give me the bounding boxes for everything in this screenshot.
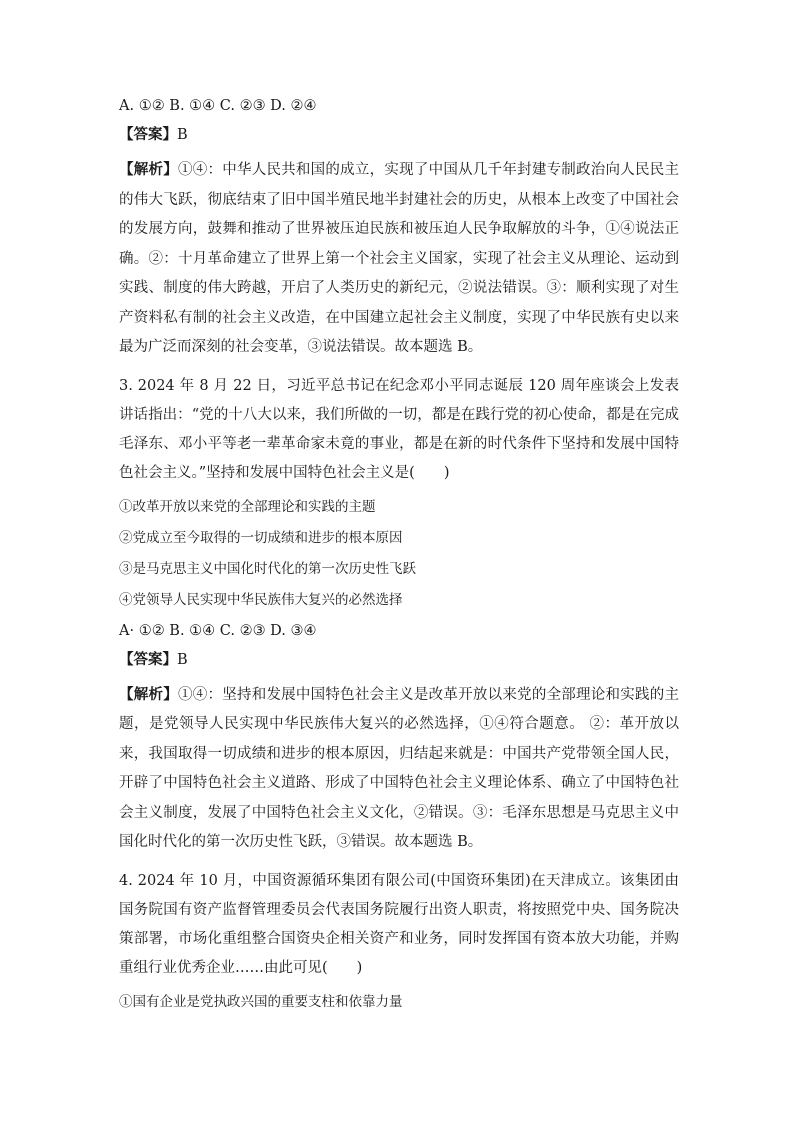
answer-tag: 【答案】 <box>119 650 177 668</box>
q3-choice-3: ③是马克思主义中国化时代化的第一次历史性飞跃 <box>119 560 416 577</box>
q4-choice-1: ①国有企业是党执政兴国的重要支柱和依靠力量 <box>119 993 403 1010</box>
analysis-tag: 【解析】 <box>119 685 178 703</box>
q2-analysis <box>119 155 679 363</box>
q3-options: A· ①② B. ①④ C. ②③ D. ③④ <box>119 622 317 639</box>
q3-answer <box>119 650 679 670</box>
q3-choice-2: ②党成立至今取得的一切成绩和进步的根本原因 <box>119 529 403 546</box>
q3-choice-1: ①改革开放以来党的全部理论和实践的主题 <box>119 498 376 515</box>
analysis-text: ①④：中华人民共和国的成立，实现了中国从几千年封建专制政治向人民民主的伟大飞跃，彻底结束了旧中国半殖民地半封建社会的历史，从根本上改变了中国社会的发展方向，鼓舞和推动了世界被压迫民族和被压迫人民争取解放的斗争，①④说法正确。②：十月革命建立了世界上第一个社会主义国家，实现了社会主义从理论、运动到实践、制度的伟大跨越，开启了人类历史的新纪元，②说法错误。③：顺利实现了对生产资料私有制的社会主义改造，在中国建立起社会主义制度，实现了中华民族有史以来最为广泛而深刻的社会变革，③说法错误。故本题选 B。 <box>119 162 680 355</box>
analysis-tag: 【解析】 <box>119 161 178 178</box>
exam-page <box>119 96 679 1023</box>
q3-stem: 3. 2024 年 8 月 22 日，习近平总书记在纪念邓小平同志诞辰 120 周年座谈会上发表讲话指出：“党的十八大以来，我们所做的一切，都是在践行党的初心使命，都是在完成毛泽东、邓小平等老一辈革命家未竟的事业，都是在新的时代条件下坚持和发展中国特色社会主义。”坚持和发展中国特色社会主义是( ) <box>119 377 679 481</box>
answer-tag: 【答案】 <box>119 126 177 143</box>
q2-options: A. ①② B. ①④ C. ②③ D. ②④ <box>119 98 317 114</box>
q2-answer <box>119 125 679 145</box>
answer-value: B <box>177 127 188 143</box>
q4-stem: 4. 2024 年 10 月，中国资源循环集团有限公司(中国资环集团)在天津成立。该集团由国务院国有资产监督管理委员会代表国务院履行出资人职责，将按照党中央、国务院决策部署，市场化重组整合国资央企相关资产和业务，同时发挥国有资本放大功能，并购重组行业优秀企业……由此可见( ) <box>119 872 679 976</box>
q3-choice-4: ④党领导人民实现中华民族伟大复兴的必然选择 <box>119 591 403 608</box>
q3-analysis <box>119 680 679 858</box>
analysis-text: ①④：坚持和发展中国特色社会主义是改革开放以来党的全部理论和实践的主题，是党领导人民实现中华民族伟大复兴的必然选择，①④符合题意。 ②：革开放以来，我国取得一切成绩和进步的根本原因，归结起来就是：中国共产党带领全国人民，开辟了中国特色社会主义道路、形成了中国特色社会主义理论体系、确立了中国特色社会主义制度，发展了中国特色社会主义文化，②错误。③：毛泽东思想是马克思主义中国化时代化的第一次历史性飞跃，③错误。故本题选 B。 <box>119 686 680 850</box>
answer-value: B <box>177 651 188 668</box>
